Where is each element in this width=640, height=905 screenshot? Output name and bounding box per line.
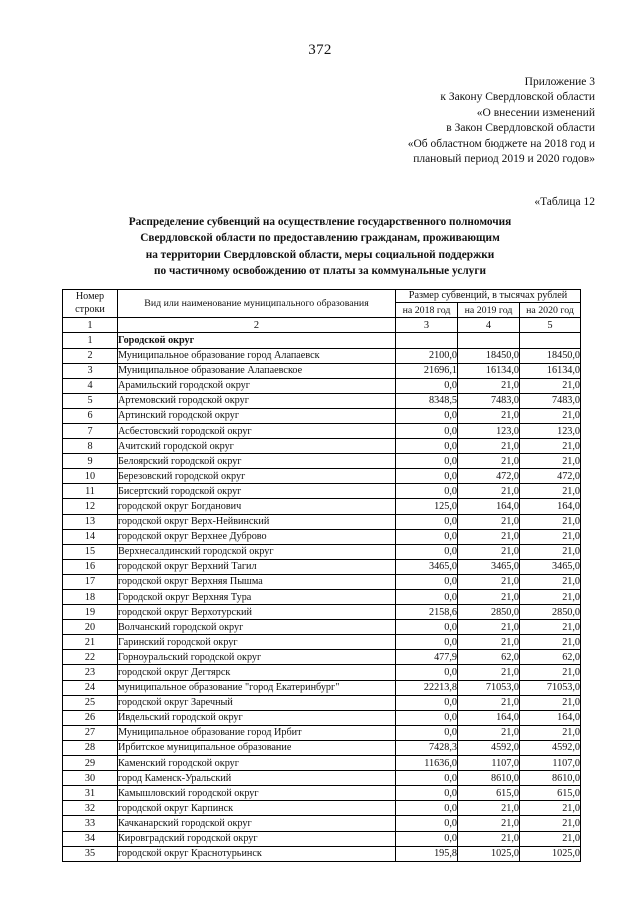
cell-row-number: 7 xyxy=(63,423,118,438)
cell-amount-2018: 0,0 xyxy=(396,544,458,559)
cell-amount-2019: 472,0 xyxy=(458,469,520,484)
cell-amount-2018: 0,0 xyxy=(396,620,458,635)
cell-row-number: 33 xyxy=(63,816,118,831)
cell-amount-2020: 472,0 xyxy=(520,469,581,484)
cell-municipality-name: Белоярский городской округ xyxy=(118,454,396,469)
cell-row-number: 34 xyxy=(63,831,118,846)
subventions-table-wrapper xyxy=(62,289,580,862)
table-head xyxy=(63,290,581,333)
table-row xyxy=(63,695,581,710)
cell-municipality-name: город Каменск-Уральский xyxy=(118,771,396,786)
cell-municipality-name: городской округ Краснотурьинск xyxy=(118,846,396,861)
appendix-line: «Об областном бюджете на 2018 год и xyxy=(407,137,595,150)
cell-municipality-name: Верхнесалдинский городской округ xyxy=(118,544,396,559)
cell-amount-2019: 21,0 xyxy=(458,620,520,635)
cell-amount-2018 xyxy=(396,333,458,348)
cell-municipality-name: Муниципальное образование город Алапаевск xyxy=(118,348,396,363)
cell-amount-2019: 21,0 xyxy=(458,725,520,740)
column-header-row-number xyxy=(63,290,118,318)
table-caption: «Таблица 12 xyxy=(534,196,595,208)
table-row xyxy=(63,378,581,393)
cell-row-number: 3 xyxy=(63,363,118,378)
table-row xyxy=(63,333,581,348)
cell-amount-2018: 0,0 xyxy=(396,725,458,740)
table-row xyxy=(63,665,581,680)
column-header-year-2020: на 2020 год xyxy=(520,303,581,318)
cell-amount-2018: 21696,1 xyxy=(396,363,458,378)
cell-amount-2018: 0,0 xyxy=(396,710,458,725)
cell-municipality-name: Березовский городской округ xyxy=(118,469,396,484)
cell-municipality-name: городской округ Карпинск xyxy=(118,801,396,816)
cell-amount-2020: 21,0 xyxy=(520,454,581,469)
cell-amount-2019: 164,0 xyxy=(458,499,520,514)
cell-amount-2020: 1025,0 xyxy=(520,846,581,861)
cell-row-number: 11 xyxy=(63,484,118,499)
cell-amount-2019: 71053,0 xyxy=(458,680,520,695)
cell-row-number: 22 xyxy=(63,650,118,665)
cell-amount-2019: 21,0 xyxy=(458,484,520,499)
cell-row-number: 12 xyxy=(63,499,118,514)
cell-row-number: 1 xyxy=(63,333,118,348)
cell-amount-2018: 0,0 xyxy=(396,484,458,499)
table-row xyxy=(63,725,581,740)
cell-amount-2019: 21,0 xyxy=(458,574,520,589)
cell-row-number: 28 xyxy=(63,740,118,755)
cell-amount-2019: 7483,0 xyxy=(458,393,520,408)
cell-amount-2018: 0,0 xyxy=(396,771,458,786)
cell-amount-2018: 0,0 xyxy=(396,378,458,393)
cell-amount-2018: 3465,0 xyxy=(396,559,458,574)
appendix-line: «О внесении изменений xyxy=(476,106,595,119)
cell-amount-2020: 21,0 xyxy=(520,439,581,454)
cell-amount-2018: 0,0 xyxy=(396,665,458,680)
cell-row-number: 13 xyxy=(63,514,118,529)
table-row xyxy=(63,786,581,801)
cell-amount-2020: 164,0 xyxy=(520,499,581,514)
cell-municipality-name: Артемовский городской округ xyxy=(118,393,396,408)
cell-amount-2020: 21,0 xyxy=(520,695,581,710)
cell-row-number: 4 xyxy=(63,378,118,393)
cell-amount-2020: 164,0 xyxy=(520,710,581,725)
cell-municipality-name: Городской округ xyxy=(118,333,396,348)
table-row xyxy=(63,408,581,423)
cell-amount-2019: 21,0 xyxy=(458,801,520,816)
column-header-year-2018: на 2018 год xyxy=(396,303,458,318)
appendix-line: в Закон Свердловской области xyxy=(446,122,595,135)
table-row xyxy=(63,740,581,755)
table-row xyxy=(63,771,581,786)
cell-municipality-name: Качканарский городской округ xyxy=(118,816,396,831)
cell-amount-2020: 4592,0 xyxy=(520,740,581,755)
page-number: 372 xyxy=(308,42,332,58)
cell-row-number: 8 xyxy=(63,439,118,454)
cell-amount-2019: 21,0 xyxy=(458,635,520,650)
table-row xyxy=(63,680,581,695)
column-number-4: 4 xyxy=(458,318,520,333)
table-row xyxy=(63,620,581,635)
cell-amount-2019: 21,0 xyxy=(458,695,520,710)
cell-amount-2020: 21,0 xyxy=(520,590,581,605)
cell-amount-2019: 3465,0 xyxy=(458,559,520,574)
cell-amount-2018: 0,0 xyxy=(396,514,458,529)
cell-row-number: 5 xyxy=(63,393,118,408)
table-row xyxy=(63,590,581,605)
subventions-table xyxy=(62,289,581,862)
table-row xyxy=(63,605,581,620)
cell-amount-2020: 21,0 xyxy=(520,408,581,423)
cell-municipality-name: Муниципальное образование город Ирбит xyxy=(118,725,396,740)
cell-row-number: 15 xyxy=(63,544,118,559)
cell-amount-2019: 21,0 xyxy=(458,544,520,559)
cell-amount-2020: 3465,0 xyxy=(520,559,581,574)
cell-row-number: 6 xyxy=(63,408,118,423)
table-body xyxy=(63,333,581,861)
cell-amount-2020: 21,0 xyxy=(520,529,581,544)
cell-amount-2019: 4592,0 xyxy=(458,740,520,755)
cell-municipality-name: Муниципальное образование Алапаевское xyxy=(118,363,396,378)
cell-amount-2018: 0,0 xyxy=(396,590,458,605)
cell-row-number: 21 xyxy=(63,635,118,650)
cell-amount-2018: 2158,6 xyxy=(396,605,458,620)
cell-amount-2019: 21,0 xyxy=(458,590,520,605)
table-row xyxy=(63,363,581,378)
table-row xyxy=(63,559,581,574)
cell-row-number: 9 xyxy=(63,454,118,469)
table-row xyxy=(63,544,581,559)
cell-amount-2018: 0,0 xyxy=(396,635,458,650)
cell-amount-2020: 21,0 xyxy=(520,514,581,529)
cell-municipality-name: Камышловский городской округ xyxy=(118,786,396,801)
cell-municipality-name: Кировградский городской округ xyxy=(118,831,396,846)
cell-municipality-name: Горноуральский городской округ xyxy=(118,650,396,665)
cell-amount-2019: 21,0 xyxy=(458,816,520,831)
cell-amount-2018: 0,0 xyxy=(396,529,458,544)
table-row xyxy=(63,514,581,529)
cell-municipality-name: Артинский городской округ xyxy=(118,408,396,423)
appendix-line: Приложение 3 xyxy=(524,76,595,88)
cell-amount-2018: 22213,8 xyxy=(396,680,458,695)
cell-row-number: 10 xyxy=(63,469,118,484)
cell-amount-2019: 21,0 xyxy=(458,378,520,393)
cell-amount-2020: 18450,0 xyxy=(520,348,581,363)
cell-municipality-name: городской округ Дегтярск xyxy=(118,665,396,680)
cell-amount-2018: 477,9 xyxy=(396,650,458,665)
cell-amount-2020: 21,0 xyxy=(520,831,581,846)
cell-municipality-name: Арамильский городской округ xyxy=(118,378,396,393)
column-number-3: 3 xyxy=(396,318,458,333)
cell-amount-2019: 18450,0 xyxy=(458,348,520,363)
cell-amount-2018: 7428,3 xyxy=(396,740,458,755)
table-row xyxy=(63,454,581,469)
table-row xyxy=(63,816,581,831)
cell-amount-2020: 21,0 xyxy=(520,816,581,831)
cell-row-number: 23 xyxy=(63,665,118,680)
appendix-reference-block xyxy=(255,75,595,167)
column-header-row-number-line2: строки xyxy=(75,303,105,315)
cell-row-number: 32 xyxy=(63,801,118,816)
cell-amount-2019: 8610,0 xyxy=(458,771,520,786)
cell-row-number: 2 xyxy=(63,348,118,363)
appendix-line: плановый период 2019 и 2020 годов» xyxy=(413,153,595,166)
column-number-2: 2 xyxy=(118,318,396,333)
cell-row-number: 25 xyxy=(63,695,118,710)
cell-amount-2019: 123,0 xyxy=(458,423,520,438)
cell-amount-2020 xyxy=(520,333,581,348)
cell-row-number: 14 xyxy=(63,529,118,544)
cell-amount-2018: 0,0 xyxy=(396,423,458,438)
cell-row-number: 19 xyxy=(63,605,118,620)
cell-amount-2019: 1025,0 xyxy=(458,846,520,861)
cell-amount-2018: 11636,0 xyxy=(396,756,458,771)
cell-municipality-name: городской округ Заречный xyxy=(118,695,396,710)
cell-amount-2019: 1107,0 xyxy=(458,756,520,771)
cell-municipality-name: городской округ Богданович xyxy=(118,499,396,514)
cell-amount-2019: 21,0 xyxy=(458,665,520,680)
cell-amount-2018: 0,0 xyxy=(396,454,458,469)
cell-amount-2019: 2850,0 xyxy=(458,605,520,620)
cell-row-number: 31 xyxy=(63,786,118,801)
cell-amount-2020: 21,0 xyxy=(520,620,581,635)
table-row xyxy=(63,710,581,725)
table-row xyxy=(63,393,581,408)
cell-amount-2018: 0,0 xyxy=(396,469,458,484)
cell-municipality-name: городской округ Верхняя Пышма xyxy=(118,574,396,589)
table-row xyxy=(63,423,581,438)
table-header-row-1 xyxy=(63,290,581,303)
cell-amount-2019: 21,0 xyxy=(458,831,520,846)
cell-amount-2018: 0,0 xyxy=(396,831,458,846)
cell-municipality-name: городской округ Верхотурский xyxy=(118,605,396,620)
title-line: Распределение субвенций на осуществление государственного полномочия xyxy=(128,216,512,228)
cell-municipality-name: Городской округ Верхняя Тура xyxy=(118,590,396,605)
cell-amount-2020: 1107,0 xyxy=(520,756,581,771)
table-row xyxy=(63,529,581,544)
cell-municipality-name: муниципальное образование "город Екатеринбург" xyxy=(118,680,396,695)
table-row xyxy=(63,499,581,514)
cell-amount-2018: 0,0 xyxy=(396,695,458,710)
cell-amount-2020: 21,0 xyxy=(520,484,581,499)
cell-municipality-name: городской округ Верх-Нейвинский xyxy=(118,514,396,529)
cell-row-number: 24 xyxy=(63,680,118,695)
cell-amount-2020: 62,0 xyxy=(520,650,581,665)
title-line: на территории Свердловской области, меры социальной поддержки xyxy=(145,248,495,261)
cell-amount-2020: 21,0 xyxy=(520,574,581,589)
cell-amount-2018: 0,0 xyxy=(396,408,458,423)
cell-amount-2020: 123,0 xyxy=(520,423,581,438)
cell-row-number: 30 xyxy=(63,771,118,786)
cell-amount-2019: 21,0 xyxy=(458,439,520,454)
cell-municipality-name: Ирбитское муниципальное образование xyxy=(118,740,396,755)
cell-amount-2019: 21,0 xyxy=(458,454,520,469)
cell-municipality-name: Гаринский городской округ xyxy=(118,635,396,650)
cell-amount-2019: 21,0 xyxy=(458,529,520,544)
column-header-amount-group: Размер субвенций, в тысячах рублей xyxy=(396,290,581,303)
cell-row-number: 35 xyxy=(63,846,118,861)
table-row xyxy=(63,756,581,771)
cell-municipality-name: Волчанский городской округ xyxy=(118,620,396,635)
title-line: Свердловской области по предоставлению гражданам, проживающим xyxy=(140,232,500,245)
cell-amount-2019: 62,0 xyxy=(458,650,520,665)
cell-amount-2020: 21,0 xyxy=(520,725,581,740)
table-row xyxy=(63,801,581,816)
cell-amount-2018: 0,0 xyxy=(396,786,458,801)
cell-municipality-name: городской округ Верхнее Дуброво xyxy=(118,529,396,544)
cell-row-number: 18 xyxy=(63,590,118,605)
cell-row-number: 20 xyxy=(63,620,118,635)
cell-row-number: 26 xyxy=(63,710,118,725)
title-line: по частичному освобождению от платы за коммунальные услуги xyxy=(154,264,486,277)
cell-amount-2020: 21,0 xyxy=(520,801,581,816)
appendix-line: к Закону Свердловской области xyxy=(440,91,595,104)
table-row xyxy=(63,846,581,861)
cell-amount-2020: 71053,0 xyxy=(520,680,581,695)
column-header-municipality-name: Вид или наименование муниципального образования xyxy=(118,290,396,318)
cell-row-number: 16 xyxy=(63,559,118,574)
table-row xyxy=(63,348,581,363)
cell-amount-2019: 16134,0 xyxy=(458,363,520,378)
cell-amount-2018: 0,0 xyxy=(396,801,458,816)
cell-row-number: 29 xyxy=(63,756,118,771)
cell-amount-2019: 21,0 xyxy=(458,408,520,423)
cell-municipality-name: Каменский городской округ xyxy=(118,756,396,771)
cell-row-number: 17 xyxy=(63,574,118,589)
table-row xyxy=(63,650,581,665)
cell-amount-2018: 0,0 xyxy=(396,574,458,589)
cell-amount-2020: 21,0 xyxy=(520,544,581,559)
table-row xyxy=(63,635,581,650)
table-row xyxy=(63,469,581,484)
column-header-row-number-line1: Номер xyxy=(75,291,105,303)
table-row xyxy=(63,831,581,846)
cell-amount-2020: 21,0 xyxy=(520,378,581,393)
cell-amount-2020: 7483,0 xyxy=(520,393,581,408)
cell-amount-2020: 8610,0 xyxy=(520,771,581,786)
cell-amount-2018: 2100,0 xyxy=(396,348,458,363)
cell-amount-2020: 16134,0 xyxy=(520,363,581,378)
cell-amount-2018: 0,0 xyxy=(396,816,458,831)
cell-row-number: 27 xyxy=(63,725,118,740)
cell-municipality-name: Бисертский городской округ xyxy=(118,484,396,499)
cell-amount-2020: 615,0 xyxy=(520,786,581,801)
cell-municipality-name: Ачитский городской округ xyxy=(118,439,396,454)
document-title xyxy=(0,214,640,279)
cell-municipality-name: городской округ Верхний Тагил xyxy=(118,559,396,574)
cell-municipality-name: Асбестовский городской округ xyxy=(118,423,396,438)
cell-amount-2020: 2850,0 xyxy=(520,605,581,620)
cell-amount-2019: 164,0 xyxy=(458,710,520,725)
cell-amount-2019: 21,0 xyxy=(458,514,520,529)
cell-amount-2019 xyxy=(458,333,520,348)
cell-amount-2018: 0,0 xyxy=(396,439,458,454)
cell-amount-2019: 615,0 xyxy=(458,786,520,801)
cell-amount-2020: 21,0 xyxy=(520,635,581,650)
cell-amount-2018: 8348,5 xyxy=(396,393,458,408)
column-number-1: 1 xyxy=(63,318,118,333)
table-row xyxy=(63,439,581,454)
table-row xyxy=(63,574,581,589)
cell-amount-2020: 21,0 xyxy=(520,665,581,680)
table-row xyxy=(63,484,581,499)
column-header-year-2019: на 2019 год xyxy=(458,303,520,318)
cell-municipality-name: Ивдельский городской округ xyxy=(118,710,396,725)
table-column-number-row xyxy=(63,318,581,333)
cell-amount-2018: 125,0 xyxy=(396,499,458,514)
cell-amount-2018: 195,8 xyxy=(396,846,458,861)
column-number-5: 5 xyxy=(520,318,581,333)
